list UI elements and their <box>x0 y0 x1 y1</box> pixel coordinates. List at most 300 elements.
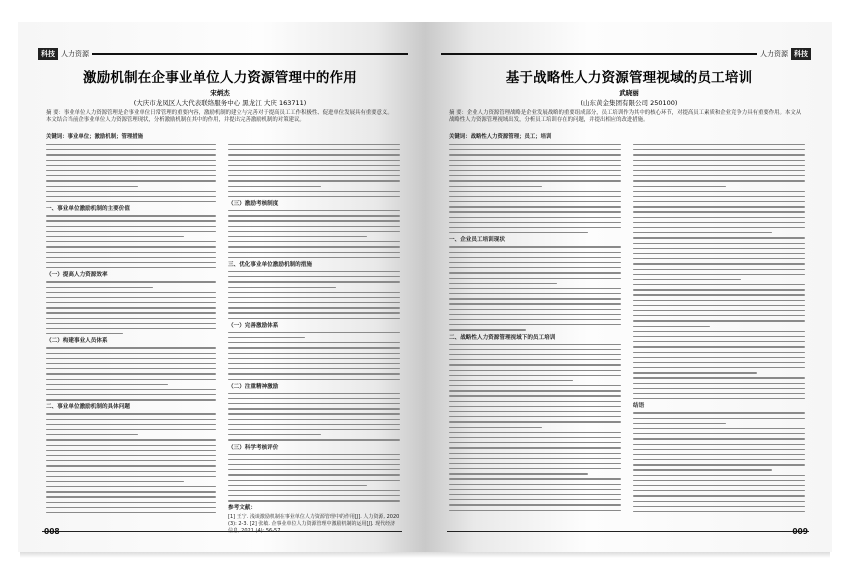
body-text-line <box>228 215 400 216</box>
left-text-column-1 <box>46 144 216 522</box>
body-text-line <box>449 319 621 320</box>
body-text-line <box>633 454 805 455</box>
body-text-line <box>46 318 216 319</box>
body-text-line <box>46 328 216 329</box>
body-text-line <box>633 201 805 202</box>
body-text-line <box>633 305 805 306</box>
body-text-line <box>449 303 621 304</box>
body-text-line <box>228 439 400 440</box>
body-text-line <box>228 490 400 491</box>
body-text-line <box>633 279 741 280</box>
magazine-spread <box>18 22 832 552</box>
body-text-line <box>633 352 805 353</box>
section-heading: （二）构建事业人员体系 <box>46 338 108 345</box>
right-page-header <box>441 48 811 60</box>
body-text-line <box>46 215 216 216</box>
body-text-line <box>449 489 621 490</box>
body-text-line <box>633 315 805 316</box>
body-text-line <box>46 363 216 364</box>
body-text-line <box>228 154 400 155</box>
body-text-line <box>228 454 400 455</box>
body-text-line <box>46 347 216 348</box>
body-text-line <box>449 447 621 448</box>
body-text-line <box>633 237 805 238</box>
body-text-line <box>46 358 216 359</box>
body-text-line <box>449 354 621 355</box>
body-text-line <box>449 478 621 479</box>
body-text-line <box>449 510 621 511</box>
body-text-line <box>449 309 621 310</box>
body-text-line <box>228 276 400 277</box>
body-text-line <box>449 160 621 161</box>
body-text-line <box>46 287 153 288</box>
body-text-line <box>449 437 621 438</box>
body-text-line <box>46 160 216 161</box>
body-text-line <box>228 358 400 359</box>
body-text-line <box>449 458 621 459</box>
body-text-line <box>46 302 216 303</box>
body-text-line <box>228 403 400 404</box>
body-text-line <box>46 180 216 181</box>
body-text-line <box>449 504 621 505</box>
body-text-line <box>633 423 726 424</box>
body-text-line <box>633 186 726 187</box>
body-text-line <box>633 336 805 337</box>
body-text-line <box>449 222 621 223</box>
body-text-line <box>449 144 621 145</box>
body-text-line <box>633 196 805 197</box>
body-text-line <box>449 154 621 155</box>
body-text-line <box>46 154 216 155</box>
body-text-line <box>228 160 400 161</box>
body-text-line <box>46 262 216 263</box>
body-text-line <box>228 241 400 242</box>
body-text-line <box>228 292 400 293</box>
body-text-line <box>228 464 400 465</box>
body-text-line <box>633 506 805 507</box>
section-name: 人力资源 <box>61 50 89 58</box>
body-text-line <box>449 380 573 381</box>
body-text-line <box>46 165 216 166</box>
body-text-line <box>633 398 805 399</box>
left-page <box>18 22 425 552</box>
body-text-line <box>46 507 216 508</box>
footer-rule <box>447 531 809 532</box>
body-text-line <box>46 236 184 237</box>
body-text-line <box>633 433 805 434</box>
body-text-line <box>633 160 805 161</box>
body-text-line <box>46 379 216 380</box>
body-text-line <box>449 411 621 412</box>
body-text-line <box>633 248 805 249</box>
body-text-line <box>46 455 216 456</box>
body-text-line <box>449 324 621 325</box>
body-text-line <box>449 406 621 407</box>
body-text-line <box>46 252 216 253</box>
body-text-line <box>449 191 621 192</box>
body-text-line <box>46 257 216 258</box>
body-text-line <box>633 495 805 496</box>
body-text-line <box>449 359 621 360</box>
body-text-line <box>228 434 321 435</box>
body-text-line <box>633 243 805 244</box>
body-text-line <box>46 144 216 145</box>
body-text-line <box>633 154 805 155</box>
body-text-line <box>228 252 400 253</box>
body-text-line <box>46 496 216 497</box>
body-text-line <box>633 253 805 254</box>
body-text-line <box>633 490 805 491</box>
body-text-line <box>449 170 621 171</box>
body-text-line <box>46 481 184 482</box>
section-name: 人力资源 <box>760 50 788 58</box>
journal-logo: 科技 <box>38 48 58 60</box>
body-text-line <box>449 453 621 454</box>
body-text-line <box>228 175 400 176</box>
body-text-line <box>633 372 757 373</box>
body-text-line <box>633 180 805 181</box>
body-text-line <box>228 144 400 145</box>
body-text-line <box>228 307 400 308</box>
body-text-line <box>46 445 216 446</box>
body-text-line <box>633 206 805 207</box>
body-text-line <box>449 442 621 443</box>
body-text-line <box>633 485 805 486</box>
body-text-line <box>449 180 621 181</box>
section-heading: （二）注重精神激励 <box>228 383 279 390</box>
body-text-line <box>449 349 621 350</box>
left-page-header <box>38 48 408 60</box>
body-text-line <box>449 246 621 247</box>
body-text-line <box>449 401 621 402</box>
body-text-line <box>46 384 168 385</box>
body-text-line <box>449 288 621 289</box>
body-text-line <box>46 450 216 451</box>
section-heading: 二、事业单位激励机制的具体问题 <box>46 404 130 411</box>
body-text-line <box>449 201 621 202</box>
body-text-line <box>228 236 367 237</box>
body-text-line <box>633 464 805 465</box>
body-text-line <box>449 211 621 212</box>
body-text-line <box>228 373 400 374</box>
left-text-column-2 <box>228 144 400 528</box>
body-text-line <box>449 314 621 315</box>
body-text-line <box>449 149 621 150</box>
body-text-line <box>633 144 805 145</box>
body-text-line <box>449 385 621 386</box>
body-text-line <box>46 323 216 324</box>
body-text-line <box>633 362 805 363</box>
body-text-line <box>633 428 805 429</box>
body-text-line <box>228 495 400 496</box>
body-text-line <box>449 206 621 207</box>
body-text-line <box>228 231 400 232</box>
body-text-line <box>228 271 400 272</box>
article-title: 基于战略性人力资源管理视域的员工培训 <box>505 70 753 86</box>
body-text-line <box>46 434 138 435</box>
body-text-line <box>633 222 805 223</box>
body-text-line <box>633 175 805 176</box>
body-text-line <box>449 463 621 464</box>
article-keywords: 关键词：战略性人力资源管理；员工；培训 <box>449 134 552 140</box>
body-text-line <box>633 357 805 358</box>
body-text-line <box>449 272 621 273</box>
body-text-line <box>46 460 216 461</box>
body-text-line <box>449 416 621 417</box>
journal-logo: 科技 <box>791 48 811 60</box>
body-text-line <box>633 284 805 285</box>
body-text-line <box>228 353 400 354</box>
body-text-line <box>46 231 216 232</box>
section-heading: 二、战略性人力资源管理视域下的员工培训 <box>449 334 556 341</box>
body-text-line <box>46 373 216 374</box>
body-text-line <box>46 399 216 400</box>
body-text-line <box>228 220 400 221</box>
body-text-line <box>633 459 805 460</box>
body-text-line <box>633 170 805 171</box>
body-text-line <box>46 394 216 395</box>
article-abstract: 摘 要：事业单位人力资源管理是企事业单位日常管理的重要内容，激励机制的建立与完善对于提高员工工作积极性、促进单位发展具有重要意义。本文结合当前企事业单位人力资源管理现状，分析激励机制在其中的作用，并提出完善激励机制的对策建议。 <box>46 110 393 124</box>
body-text-line <box>228 297 400 298</box>
body-text-line <box>449 186 542 187</box>
body-text-line <box>633 274 805 275</box>
body-text-line <box>228 170 400 171</box>
body-text-line <box>228 379 400 380</box>
body-text-line <box>228 165 400 166</box>
body-text-line <box>46 368 216 369</box>
body-text-line <box>46 191 216 192</box>
body-text-line <box>633 367 805 368</box>
body-text-line <box>449 257 621 258</box>
body-text-line <box>633 227 805 228</box>
body-text-line <box>449 278 621 279</box>
section-heading: （一）完善激励体系 <box>228 322 279 329</box>
body-text-line <box>46 419 216 420</box>
body-text-line <box>633 331 805 332</box>
body-text-line <box>46 465 216 466</box>
footer-rule <box>42 531 402 532</box>
body-text-line <box>228 413 400 414</box>
section-heading: 一、事业单位激励机制的主要价值 <box>46 206 130 213</box>
body-text-line <box>449 329 526 330</box>
body-text-line <box>633 475 805 476</box>
body-text-line <box>633 469 772 470</box>
body-text-line <box>228 408 400 409</box>
body-text-line <box>228 485 367 486</box>
section-heading: 一、企业员工培训现状 <box>449 237 505 244</box>
body-text-line <box>633 449 805 450</box>
body-text-line <box>46 281 216 282</box>
body-text-line <box>46 241 216 242</box>
body-text-line <box>449 175 621 176</box>
body-text-line <box>228 210 400 211</box>
body-text-line <box>633 217 805 218</box>
body-text-line <box>449 344 621 345</box>
body-text-line <box>633 232 772 233</box>
body-text-line <box>633 511 805 512</box>
body-text-line <box>449 484 621 485</box>
body-text-line <box>633 346 805 347</box>
body-text-line <box>228 459 400 460</box>
body-text-line <box>449 283 557 284</box>
body-text-line <box>46 333 123 334</box>
body-text-line <box>449 427 542 428</box>
body-text-line <box>228 419 400 420</box>
body-text-line <box>449 262 621 263</box>
body-text-line <box>633 263 805 264</box>
body-text-line <box>449 390 621 391</box>
right-text-column-1 <box>449 144 621 522</box>
body-text-line <box>633 412 805 413</box>
header-rule <box>92 53 408 55</box>
body-text-line <box>46 307 216 308</box>
article-author: 宋炳杰 <box>210 89 230 97</box>
body-text-line <box>46 149 216 150</box>
body-text-line <box>449 473 588 474</box>
body-text-line <box>449 196 621 197</box>
body-text-line <box>633 501 805 502</box>
header-rule <box>441 53 757 55</box>
body-text-line <box>449 468 621 469</box>
body-text-line <box>228 281 400 282</box>
body-text-line <box>228 469 400 470</box>
article-author: 武晓丽 <box>619 89 639 97</box>
body-text-line <box>633 310 805 311</box>
body-text-line <box>449 364 621 365</box>
body-text-line <box>228 337 305 338</box>
body-text-line <box>46 297 216 298</box>
body-text-line <box>633 377 805 378</box>
body-text-line <box>449 421 621 422</box>
section-heading: 三、优化事业单位激励机制的措施 <box>228 261 312 268</box>
body-text-line <box>228 398 400 399</box>
body-text-line <box>633 294 805 295</box>
body-text-line <box>46 186 138 187</box>
body-text-line <box>228 196 400 197</box>
right-text-column-2 <box>633 144 805 522</box>
body-text-line <box>449 252 621 253</box>
body-text-line <box>633 418 805 419</box>
article-title: 激励机制在企事业单位人力资源管理中的作用 <box>83 70 357 86</box>
body-text-line <box>46 267 216 268</box>
body-text-line <box>46 491 216 492</box>
body-text-line <box>228 424 400 425</box>
body-text-line <box>46 389 216 390</box>
reference-list: [1] 王宁. 浅谈激励机制在事业单位人力资源管理中的作用[J]. 人力资源, 2020 (3): 2-3. [2] 张敏. 企事业单位人力资源管理中激励机制的运用[J]. 现代经济 <box>228 514 400 528</box>
body-text-line <box>633 300 805 301</box>
author-affiliation: (山东黄金集团有限公司 250100) <box>580 99 678 107</box>
body-text-line <box>633 269 805 270</box>
body-text-line <box>449 432 621 433</box>
body-text-line <box>633 191 805 192</box>
body-text-line <box>633 289 805 290</box>
body-text-line <box>228 312 400 313</box>
body-text-line <box>46 226 216 227</box>
body-text-line <box>46 471 216 472</box>
body-text-line <box>228 500 400 501</box>
body-text-line <box>228 257 400 258</box>
body-text-line <box>228 186 321 187</box>
body-text-line <box>228 332 400 333</box>
body-text-line <box>228 180 400 181</box>
body-text-line <box>449 370 621 371</box>
body-text-line <box>46 353 216 354</box>
page-number: 009 <box>792 527 808 536</box>
body-text-line <box>46 502 216 503</box>
body-text-line <box>46 429 216 430</box>
body-text-line <box>633 165 805 166</box>
body-text-line <box>46 312 216 313</box>
body-text-line <box>46 439 216 440</box>
author-affiliation: (大庆市龙凤区人大代表联络服务中心 黑龙江 大庆 163711) <box>133 99 307 107</box>
body-text-line <box>633 341 805 342</box>
body-text-line <box>228 480 400 481</box>
body-text-line <box>228 302 400 303</box>
section-heading: （一）提高人力资源效率 <box>46 272 108 279</box>
body-text-line <box>449 298 621 299</box>
body-text-line <box>633 320 805 321</box>
body-text-line <box>46 201 216 202</box>
body-text-line <box>46 512 216 513</box>
section-heading: （三）激励考核制度 <box>228 201 279 208</box>
body-text-line <box>46 476 216 477</box>
body-text-line <box>633 388 805 389</box>
body-text-line <box>46 292 216 293</box>
article-keywords: 关键词：事业单位；激励机制；管理措施 <box>46 134 144 140</box>
body-text-line <box>228 226 400 227</box>
body-text-line <box>449 395 621 396</box>
section-heading: （三）科学考核评价 <box>228 444 279 451</box>
body-text-line <box>633 383 805 384</box>
body-text-line <box>46 196 216 197</box>
body-text-line <box>228 429 400 430</box>
body-text-line <box>449 232 588 233</box>
body-text-line <box>228 318 400 319</box>
body-text-line <box>449 267 621 268</box>
body-text-line <box>633 393 805 394</box>
body-text-line <box>633 258 805 259</box>
body-text-line <box>633 438 805 439</box>
body-text-line <box>228 363 400 364</box>
body-text-line <box>449 375 621 376</box>
body-text-line <box>633 211 805 212</box>
body-text-line <box>449 293 621 294</box>
section-heading: 结语 <box>633 403 645 410</box>
body-text-line <box>449 499 621 500</box>
body-text-line <box>633 480 805 481</box>
body-text-line <box>228 342 400 343</box>
body-text-line <box>228 393 400 394</box>
body-text-line <box>228 474 400 475</box>
body-text-line <box>449 217 621 218</box>
body-text-line <box>228 191 400 192</box>
body-text-line <box>449 227 621 228</box>
body-text-line <box>633 444 805 445</box>
body-text-line <box>46 246 216 247</box>
body-text-line <box>633 326 710 327</box>
body-text-line <box>46 486 216 487</box>
body-text-line <box>46 220 216 221</box>
page-number: 008 <box>44 527 60 536</box>
body-text-line <box>46 424 216 425</box>
body-text-line <box>46 175 216 176</box>
section-heading: 参考文献： <box>228 505 256 512</box>
article-abstract: 摘 要：企业人力资源管理战略是企业发展战略的重要组成部分，员工培训作为其中的核心环节，对提高员工素质和企业竞争力具有重要作用。本文从战略性人力资源管理视域出发，分析员工培训存在的问题，并提出相应的改进措施。 <box>449 110 802 124</box>
body-text-line <box>633 149 805 150</box>
body-text-line <box>228 149 400 150</box>
body-text-line <box>228 347 400 348</box>
body-text-line <box>449 165 621 166</box>
